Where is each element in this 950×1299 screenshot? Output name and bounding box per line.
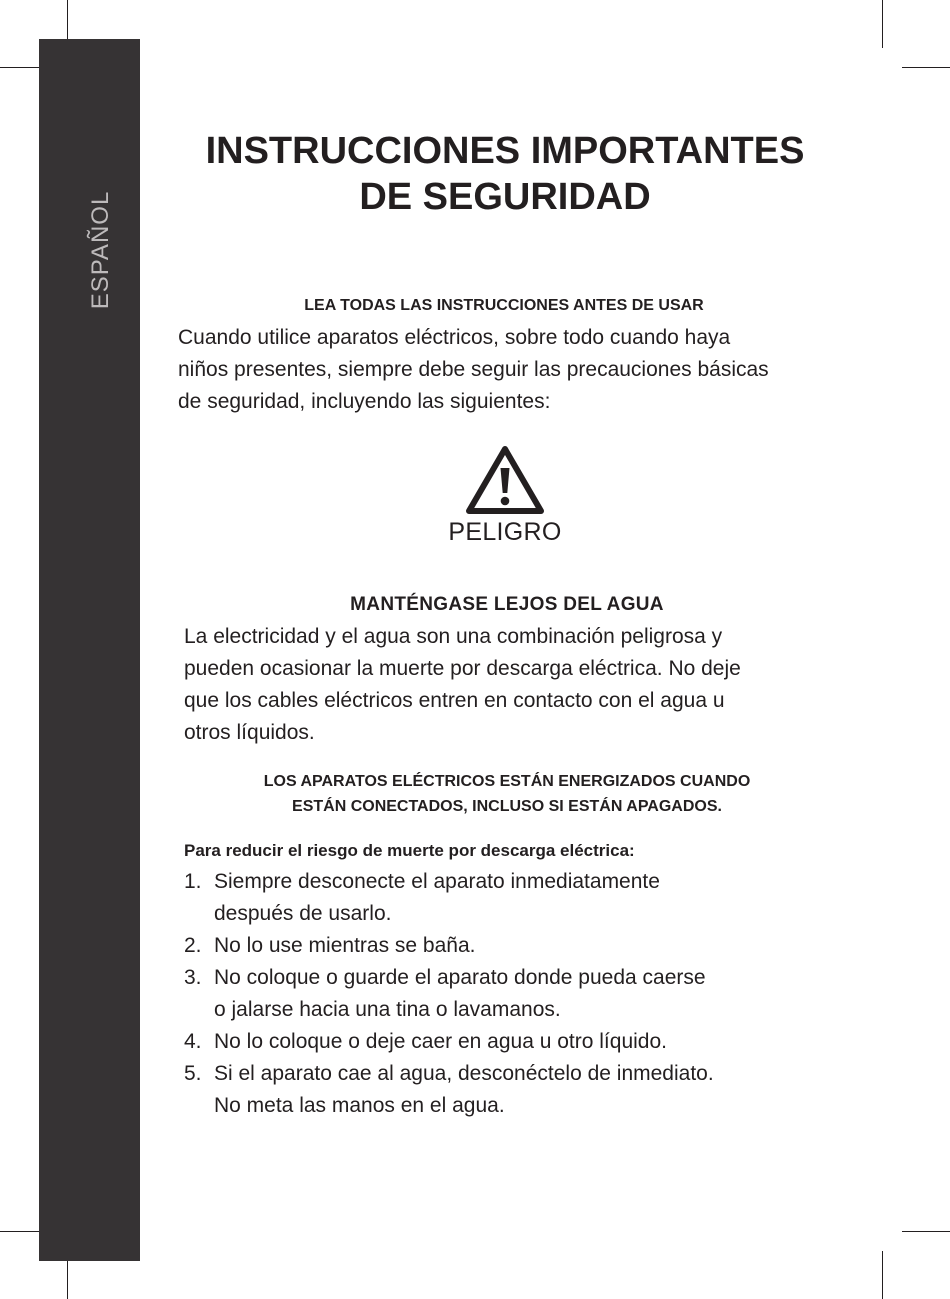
paragraph-line: que los cables eléctricos entren en contacto con el agua u [184, 689, 725, 712]
item-text: Siempre desconecte el aparato inmediatamente [214, 870, 660, 893]
warning-line: ESTÁN CONECTADOS, INCLUSO SI ESTÁN APAGADOS. [292, 798, 722, 815]
item-number: 3. [184, 966, 202, 989]
list-item [184, 962, 784, 1026]
item-number: 5. [184, 1062, 202, 1085]
list-item [184, 1058, 784, 1122]
paragraph-line: La electricidad y el agua son una combinación peligrosa y [184, 625, 723, 648]
paragraph-line: niños presentes, siempre debe seguir las precauciones básicas [178, 358, 769, 381]
item-number: 2. [184, 934, 202, 957]
language-label: ESPAÑOL [87, 190, 114, 310]
title-line: INSTRUCCIONES IMPORTANTES [205, 130, 805, 172]
safety-steps-list [184, 866, 784, 1122]
warning-line: LOS APARATOS ELÉCTRICOS ESTÁN ENERGIZADOS CUANDO [263, 773, 751, 790]
item-text: No coloque o guarde el aparato donde pueda caerse [214, 966, 706, 989]
paragraph-line: pueden ocasionar la muerte por descarga eléctrica. No deje [184, 657, 741, 680]
item-text: Si el aparato cae al agua, desconéctelo de inmediato. [214, 1062, 714, 1085]
warning-triangle-icon [464, 444, 546, 516]
item-text: No lo coloque o deje caer en agua u otro líquido. [214, 1030, 667, 1053]
title-line: DE SEGURIDAD [359, 176, 651, 218]
reduce-risk-heading: Para reducir el riesgo de muerte por descarga eléctrica: [184, 841, 635, 860]
crop-mark [902, 1231, 950, 1232]
item-text: o jalarse hacia una tina o lavamanos. [214, 998, 561, 1021]
list-item [184, 930, 784, 962]
crop-mark [902, 67, 950, 68]
item-text: No meta las manos en el agua. [214, 1094, 505, 1117]
list-item [184, 1026, 784, 1058]
item-text: No lo use mientras se baña. [214, 934, 476, 957]
keep-away-water-heading: MANTÉNGASE LEJOS DEL AGUA [350, 594, 664, 615]
intro-paragraph [178, 322, 818, 418]
paragraph-line: de seguridad, incluyendo las siguientes: [178, 390, 551, 413]
paragraph-line: Cuando utilice aparatos eléctricos, sobre todo cuando haya [178, 326, 731, 349]
paragraph-line: otros líquidos. [184, 721, 315, 744]
list-item [184, 866, 784, 930]
item-number: 4. [184, 1030, 202, 1053]
danger-warning [440, 444, 570, 547]
energized-warning [184, 769, 830, 819]
danger-label: PELIGRO [448, 518, 562, 546]
item-number: 1. [184, 870, 202, 893]
crop-mark [882, 0, 883, 48]
page-title [180, 128, 830, 220]
item-text: después de usarlo. [214, 902, 392, 925]
crop-mark [882, 1251, 883, 1299]
read-instructions-heading: LEA TODAS LAS INSTRUCCIONES ANTES DE USAR [304, 297, 704, 314]
water-paragraph [184, 621, 804, 749]
